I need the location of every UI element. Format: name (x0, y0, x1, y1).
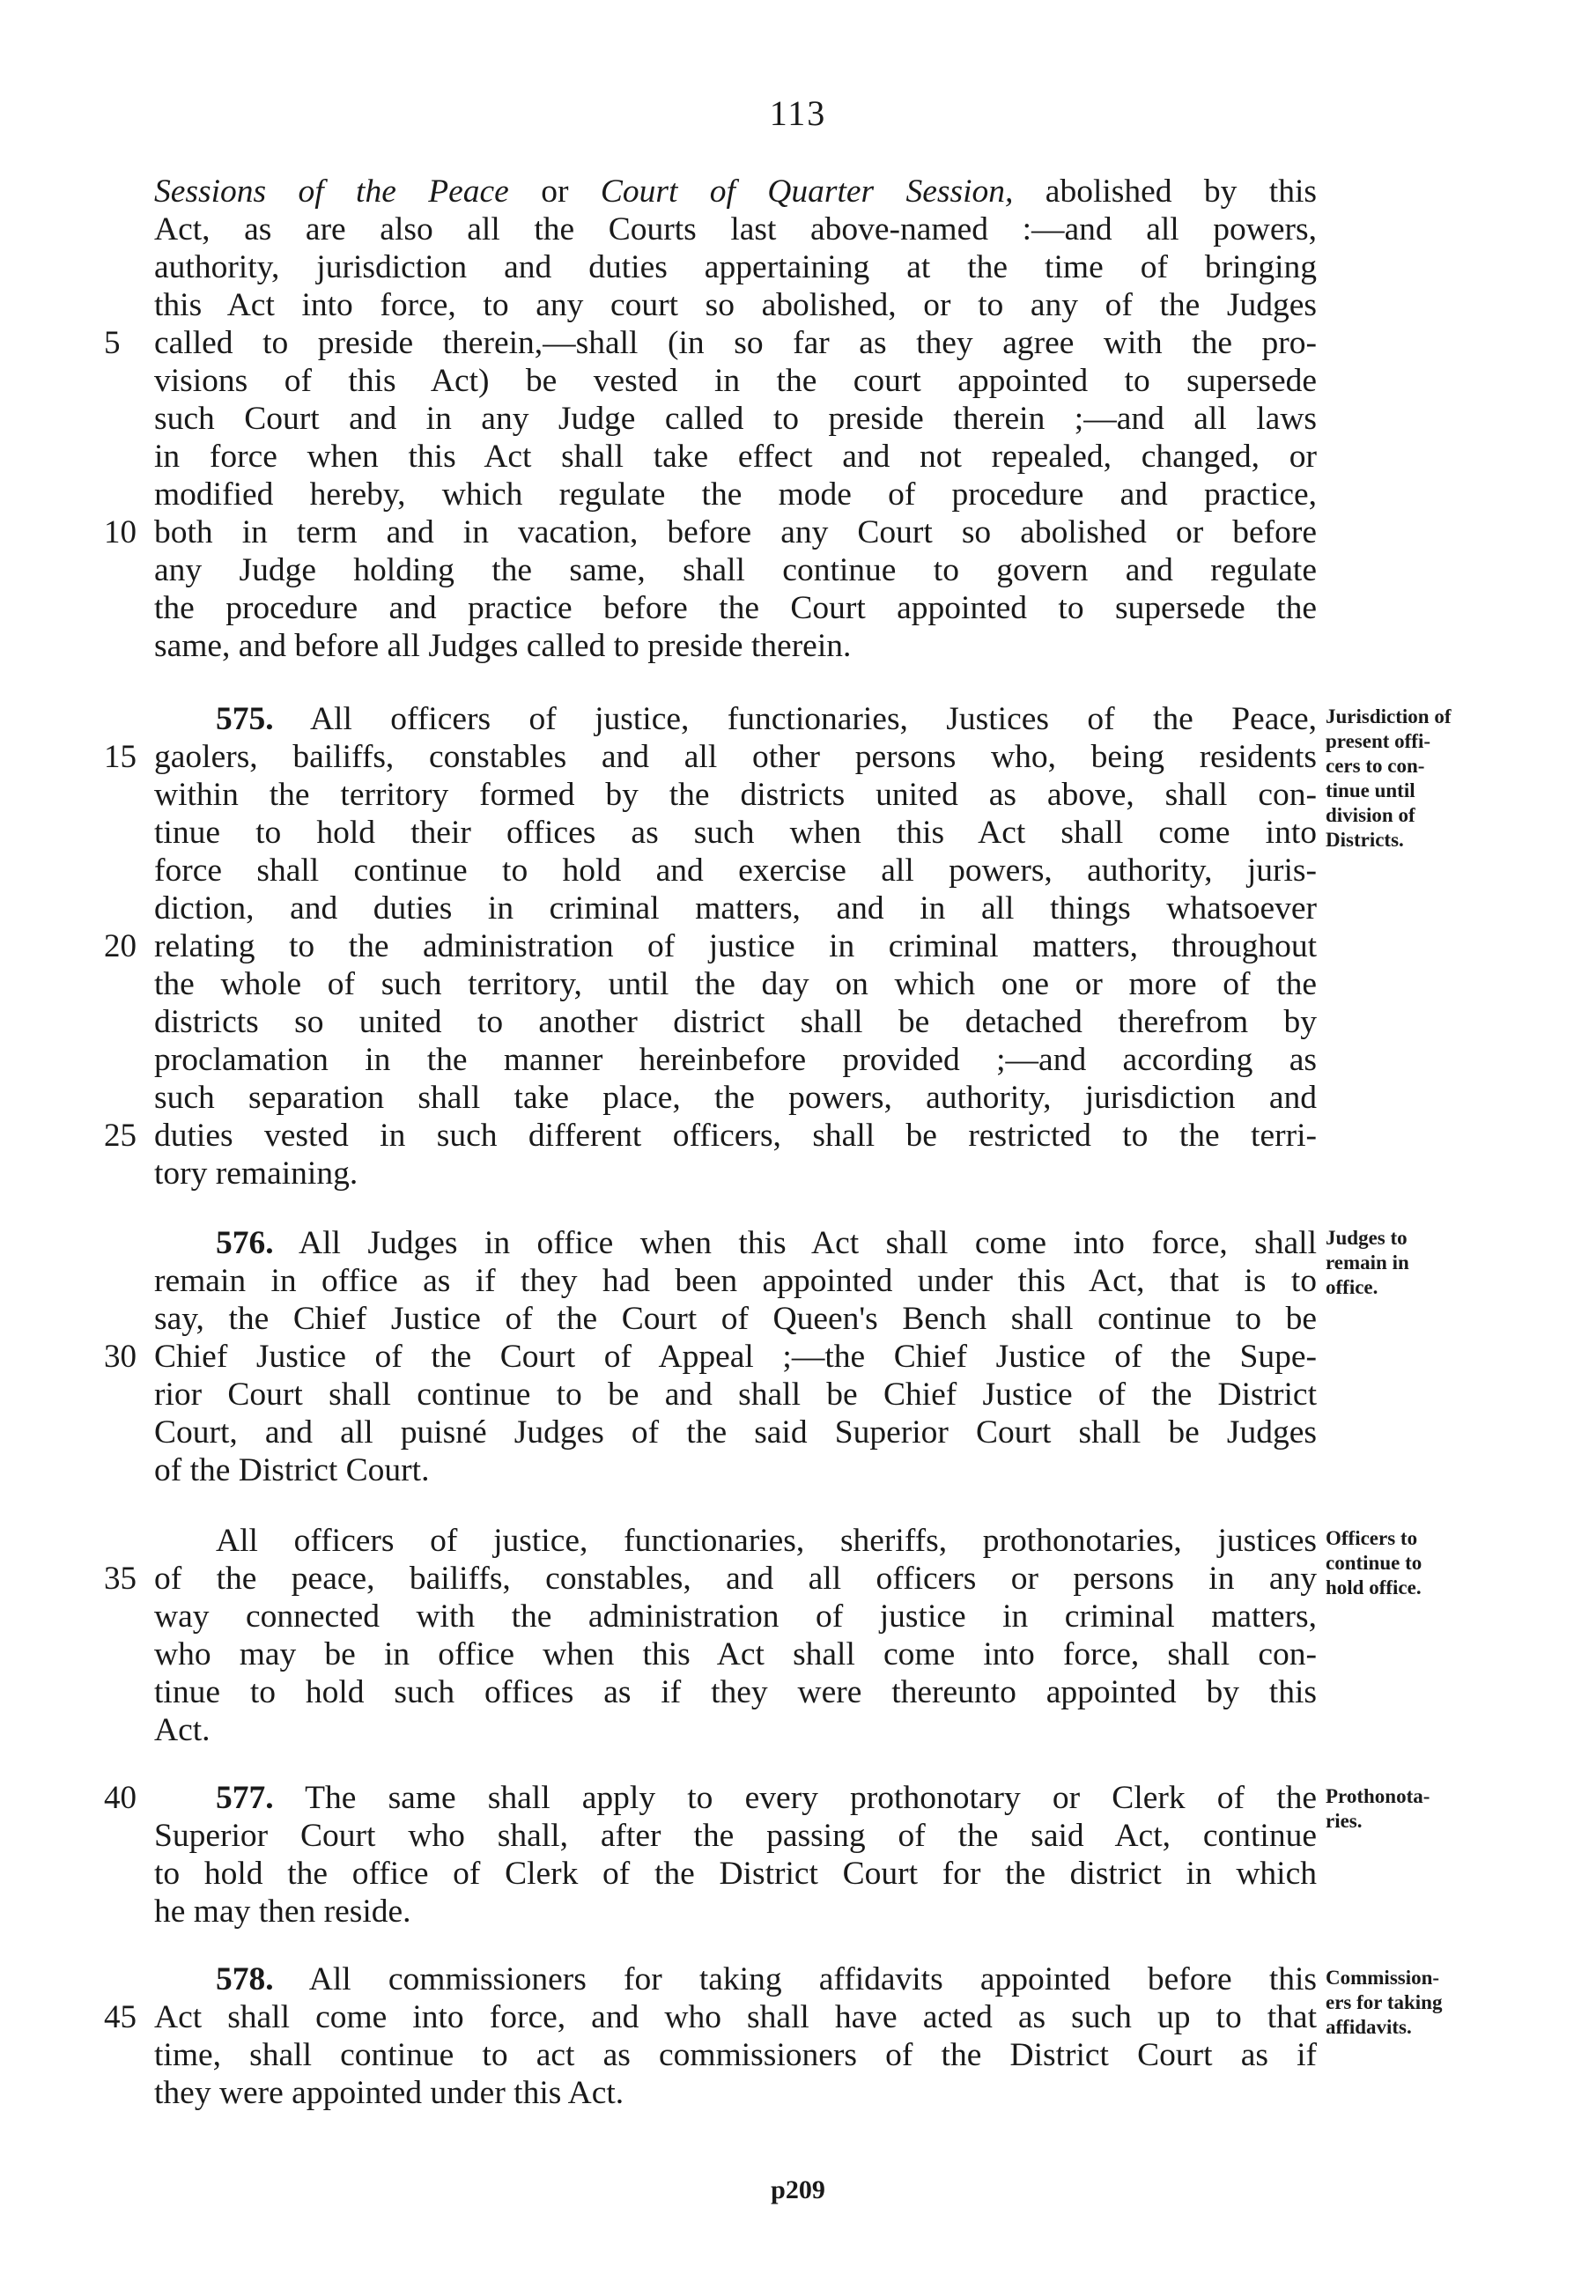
margin-note (1326, 1226, 1563, 1300)
margin-note-line: hold office. (1326, 1576, 1422, 1598)
margin-note-line: division of (1326, 804, 1415, 826)
section-text: All Judges in office when this Act shall come into force, shall (299, 1225, 1317, 1261)
margin-note-line: Commission- (1326, 1967, 1440, 1989)
line-number: 20 (104, 928, 137, 964)
text-line: say, the Chief Justice of the Court of Queen's Bench shall continue to be (154, 1301, 1317, 1337)
page-number: 113 (769, 93, 827, 133)
text-line: tinue to hold their offices as such when this Act shall come into (154, 815, 1317, 851)
margin-note (1326, 705, 1563, 853)
margin-note (1326, 1966, 1563, 2040)
text-line: of the peace, bailiffs, constables, and all officers or persons in any (154, 1561, 1317, 1597)
margin-note-line: cers to con- (1326, 755, 1425, 777)
margin-note-line: Districts. (1326, 829, 1404, 851)
text-line: such Court and in any Judge called to preside therein ;—and all laws (154, 401, 1317, 437)
line-number: 10 (104, 514, 137, 550)
text-line: proclamation in the manner hereinbefore provided ;—and according as (154, 1042, 1317, 1078)
text-line: he may then reside. (154, 1894, 411, 1930)
text-line: Act. (154, 1712, 211, 1748)
text-line: All officers of justice, functionaries, sheriffs, prothonotaries, justices (216, 1523, 1317, 1559)
text-line: tinue to hold such offices as if they were thereunto appointed by this (154, 1674, 1317, 1710)
text-line: to hold the office of Clerk of the District Court for the district in which (154, 1856, 1317, 1892)
text-line: of the District Court. (154, 1452, 430, 1488)
text-line (154, 1224, 1317, 1262)
text-line: this Act into force, to any court so abolished, or to any of the Judges (154, 287, 1317, 323)
text-line (154, 700, 1317, 738)
text-line: gaolers, bailiffs, constables and all other persons who, being residents (154, 739, 1317, 775)
margin-note-line: remain in (1326, 1251, 1409, 1274)
section-text: All officers of justice, functionaries, Justices of the Peace, (309, 701, 1317, 737)
text-line: any Judge holding the same, shall continue to govern and regulate (154, 552, 1317, 588)
text-line: districts so united to another district shall be detached therefrom by (154, 1004, 1317, 1040)
text-line: such separation shall take place, the powers, authority, jurisdiction and (154, 1080, 1317, 1116)
text-line: called to preside therein,—shall (in so far as they agree with the pro- (154, 325, 1317, 361)
margin-note-line: ries. (1326, 1810, 1363, 1832)
section-number: 578. (216, 1961, 274, 1997)
margin-note-line: ers for taking (1326, 1991, 1443, 2013)
section-number: 575. (216, 701, 274, 737)
text-line: Chief Justice of the Court of Appeal ;—the Chief Justice of the Supe- (154, 1339, 1317, 1375)
text-line: Act shall come into force, and who shall have acted as such up to that (154, 1999, 1317, 2035)
text-line: diction, and duties in criminal matters, and in all things whatsoever (154, 890, 1317, 927)
margin-note-line: affidavits. (1326, 2016, 1412, 2038)
text-line: authority, jurisdiction and duties appertaining at the time of bringing (154, 249, 1317, 285)
text-line: duties vested in such different officers, shall be restricted to the terri- (154, 1118, 1317, 1154)
line-number: 15 (104, 739, 137, 775)
text-line: force shall continue to hold and exercise all powers, authority, juris- (154, 853, 1317, 889)
text-line: Court, and all puisné Judges of the said Superior Court shall be Judges (154, 1414, 1317, 1451)
text-line: in force when this Act shall take effect and not repealed, changed, or (154, 439, 1317, 475)
line-number: 35 (104, 1561, 137, 1597)
text-line: both in term and in vacation, before any Court so abolished or before (154, 514, 1317, 550)
line-number: 25 (104, 1118, 137, 1154)
section-number: 576. (216, 1225, 274, 1261)
line-number: 30 (104, 1339, 137, 1375)
margin-note-line: Prothonota- (1326, 1785, 1430, 1807)
margin-note-line: tinue until (1326, 779, 1415, 801)
text-line: the procedure and practice before the Court appointed to supersede the (154, 590, 1317, 626)
text-line: time, shall continue to act as commissioners of the District Court as if (154, 2037, 1317, 2073)
printer-signature: p209 (771, 2175, 825, 2204)
margin-note-line: Jurisdiction of (1326, 705, 1452, 727)
section-text: The same shall apply to every prothonotary or Clerk of the (305, 1780, 1318, 1816)
italic-phrase: Court of Quarter Session, (600, 173, 1014, 210)
margin-note-line: Judges to (1326, 1227, 1408, 1249)
text-line: the whole of such territory, until the day on which one or more of the (154, 966, 1317, 1002)
margin-note-line: present offi- (1326, 730, 1431, 752)
text-line: visions of this Act) be vested in the court appointed to supersede (154, 363, 1317, 399)
text-line: modified hereby, which regulate the mode of procedure and practice, (154, 476, 1317, 513)
margin-note (1326, 1526, 1563, 1600)
italic-phrase: Sessions of the Peace (154, 173, 509, 210)
text-line: rior Court shall continue to be and shall be Chief Justice of the District (154, 1377, 1317, 1413)
line-number: 5 (104, 325, 121, 361)
text-line: who may be in office when this Act shall come into force, shall con- (154, 1636, 1317, 1672)
text-line (154, 1779, 1317, 1817)
margin-note-line: continue to (1326, 1552, 1422, 1574)
text-line: remain in office as if they had been appointed under this Act, that is to (154, 1263, 1317, 1299)
text-line: Superior Court who shall, after the passing of the said Act, continue (154, 1818, 1317, 1854)
text-line: Act, as are also all the Courts last above-named :—and all powers, (154, 211, 1317, 247)
text-line: way connected with the administration of justice in criminal matters, (154, 1598, 1317, 1635)
text-line: they were appointed under this Act. (154, 2075, 624, 2111)
text-line: same, and before all Judges called to preside therein. (154, 628, 852, 664)
section-text: All commissioners for taking affidavits appointed before this (308, 1961, 1317, 1997)
text-line: Sessions of the Peace or Court of Quarter Session, abolished by this (154, 173, 1317, 210)
margin-note-line: Officers to (1326, 1527, 1418, 1549)
text-line: tory remaining. (154, 1155, 358, 1192)
line-number: 40 (104, 1780, 137, 1816)
line-number: 45 (104, 1999, 137, 2035)
text-line: within the territory formed by the districts united as above, shall con- (154, 777, 1317, 813)
section-number: 577. (216, 1780, 274, 1816)
text-line: relating to the administration of justice in criminal matters, throughout (154, 928, 1317, 964)
text-line (154, 1960, 1317, 1998)
margin-note (1326, 1784, 1563, 1834)
margin-note-line: office. (1326, 1276, 1378, 1298)
